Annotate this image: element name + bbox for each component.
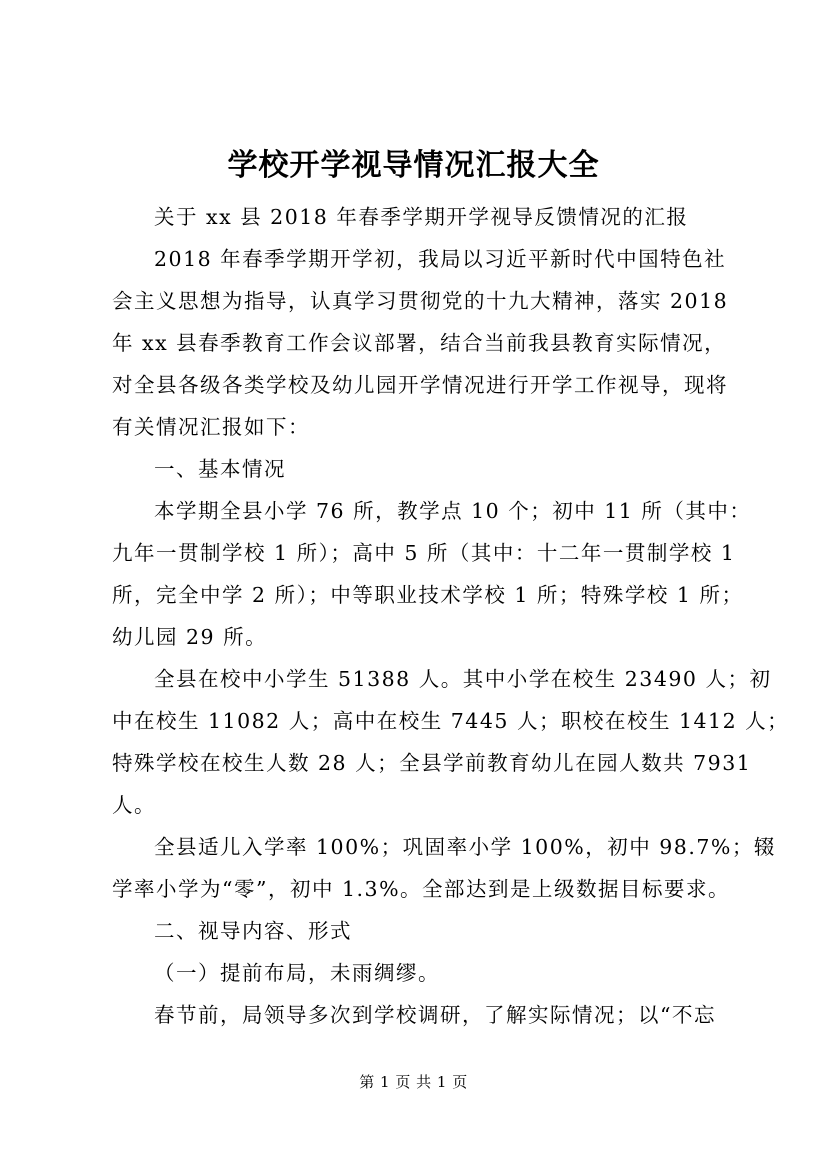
paragraph-line: 本学期全县小学 76 所，教学点 10 个；初中 11 所（其中： [154, 499, 752, 523]
paragraph-line: 全县适儿入学率 100%；巩固率小学 100%，初中 98.7%；辍 [154, 835, 776, 859]
paragraph-line: 全县在校中小学生 51388 人。其中小学在校生 23490 人；初 [154, 667, 772, 691]
paragraph-line: 关于 xx 县 2018 年春季学期开学视导反馈情况的汇报 [154, 205, 689, 229]
paragraph-line: 对全县各级各类学校及幼儿园开学情况进行开学工作视导，现将 [112, 373, 728, 397]
paragraph-line: 一、基本情况 [154, 457, 286, 481]
paragraph-line: 幼儿园 29 所。 [112, 625, 268, 649]
paragraph-line: 特殊学校在校生人数 28 人；全县学前教育幼儿在园人数共 7931 [112, 751, 752, 775]
paragraph-line: 二、视导内容、形式 [154, 919, 352, 943]
page-footer: 第 1 页 共 1 页 [359, 1073, 468, 1091]
paragraph-line: 年 xx 县春季教育工作会议部署，结合当前我县教育实际情况， [112, 331, 727, 355]
document-title: 学校开学视导情况汇报大全 [227, 148, 600, 183]
paragraph-line: 2018 年春季学期开学初，我局以习近平新时代中国特色社 [154, 247, 727, 271]
paragraph-line: 九年一贯制学校 1 所）；高中 5 所（其中：十二年一贯制学校 1 [112, 541, 736, 565]
paragraph-line: 会主义思想为指导，认真学习贯彻党的十九大精神，落实 2018 [112, 289, 729, 313]
paragraph-line: 所，完全中学 2 所）；中等职业技术学校 1 所；特殊学校 1 所； [112, 583, 744, 607]
document-body [112, 196, 790, 1036]
paragraph-line: 有关情况汇报如下： [112, 415, 310, 439]
paragraph-line: 学率小学为“零”，初中 1.3%。全部达到是上级数据目标要求。 [112, 877, 731, 901]
paragraph-line: 人。 [112, 793, 156, 817]
paragraph-line: （一）提前布局，未雨绸缪。 [154, 961, 440, 985]
paragraph-line: 春节前，局领导多次到学校调研，了解实际情况；以“不忘 [154, 1003, 716, 1027]
paragraph-line: 中在校生 11082 人；高中在校生 7445 人；职校在校生 1412 人； [112, 709, 790, 733]
